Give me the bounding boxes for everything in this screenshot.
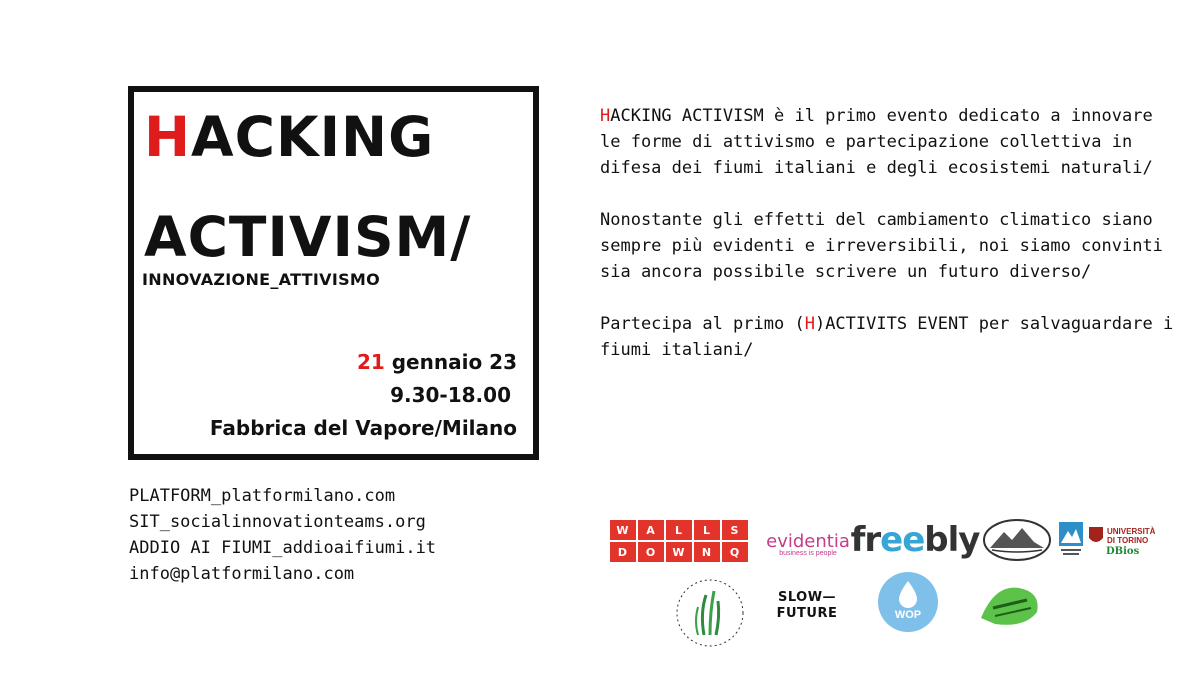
desc-p3-h: H: [804, 314, 815, 334]
title-activism: ACTIVISM/: [144, 205, 472, 269]
torino-line-1: UNIVERSITÀ: [1107, 526, 1156, 536]
link-platform[interactable]: PLATFORM_platformilano.com: [129, 486, 396, 506]
link-addio[interactable]: ADDIO AI FIUMI_addioaifiumi.it: [129, 538, 437, 558]
walls-letter-7: W: [666, 542, 692, 562]
desc-paragraph-2: Nonostante gli effetti del cambiamento climatico siano sempre più evidenti e irreversibili, noi siamo convinti sia ancora possibile scrivere un futuro diverso/: [600, 210, 1163, 282]
freebly-part-c: bly: [924, 520, 980, 560]
desc-h-red: H: [600, 106, 611, 126]
centro-studi-logo: [982, 518, 1052, 562]
universita-torino-logo: [1088, 517, 1156, 565]
link-sit[interactable]: SIT_socialinnovationteams.org: [129, 512, 426, 532]
event-time: 9.30-18.00: [390, 383, 511, 407]
dbios-logo: DBios: [1106, 545, 1140, 557]
monviso-icon: [1058, 521, 1084, 559]
links-list: [129, 483, 436, 587]
description: [600, 103, 1180, 389]
posidonia-logo: [674, 577, 746, 649]
wop-text: WOP: [894, 609, 922, 621]
walls-letter-9: Q: [722, 542, 748, 562]
desc-paragraph-3: [600, 311, 1180, 363]
event-venue: Fabbrica del Vapore/Milano: [209, 416, 517, 440]
walls-down-logo: [611, 519, 746, 563]
freebly-part-b: ee: [880, 520, 925, 560]
walls-letter-2: L: [666, 520, 692, 540]
torino-line-2: DI TORINO: [1107, 535, 1149, 545]
walls-letter-8: N: [694, 542, 720, 562]
drone-icon: [975, 578, 1045, 630]
link-email[interactable]: info@platformilano.com: [129, 564, 355, 584]
title-h-red: H: [144, 105, 192, 169]
evidentia-tagline: business is people: [779, 550, 837, 557]
freebly-part-a: fr: [850, 520, 881, 560]
desc-paragraph-1: [600, 103, 1180, 181]
poster-frame: [128, 86, 539, 460]
slow-future-logo: [772, 586, 842, 626]
walls-letter-6: O: [638, 542, 664, 562]
title-hacking: [144, 105, 435, 169]
slow-line-2: FUTURE: [776, 606, 838, 621]
parco-monviso-logo: [1057, 520, 1085, 560]
drone-connection-logo: [975, 578, 1045, 630]
walls-letter-1: A: [638, 520, 664, 540]
mountain-seal-icon: [982, 518, 1052, 562]
torino-crest-icon: [1088, 526, 1104, 546]
walls-letter-0: W: [610, 520, 636, 540]
seagrass-icon: [674, 577, 746, 649]
subtitle: INNOVAZIONE_ATTIVISMO: [142, 270, 381, 289]
evidentia-logo: [760, 527, 856, 561]
event-date: [357, 350, 517, 374]
slow-line-1: SLOW—: [777, 590, 837, 605]
desc-p3-after: )ACTIVITS EVENT per salvaguardare i fiumi italiani/: [600, 314, 1174, 360]
title-acking: ACKING: [191, 105, 435, 169]
date-day: 21: [356, 350, 385, 374]
walls-letter-5: D: [610, 542, 636, 562]
date-rest: gennaio 23: [384, 350, 517, 374]
wop-logo: [877, 571, 939, 633]
evidentia-name: evidentia: [766, 531, 850, 552]
walls-letter-3: L: [694, 520, 720, 540]
freebly-logo: [850, 518, 980, 562]
walls-letter-4: S: [722, 520, 748, 540]
desc-p1-text: ACKING ACTIVISM è il primo evento dedicato a innovare le forme di attivismo e partecipazione collettiva in difesa dei fiumi italiani e degli ecosistemi naturali/: [600, 106, 1153, 178]
desc-p3-before: Partecipa al primo (: [600, 314, 805, 334]
water-drop-icon: [877, 571, 939, 633]
